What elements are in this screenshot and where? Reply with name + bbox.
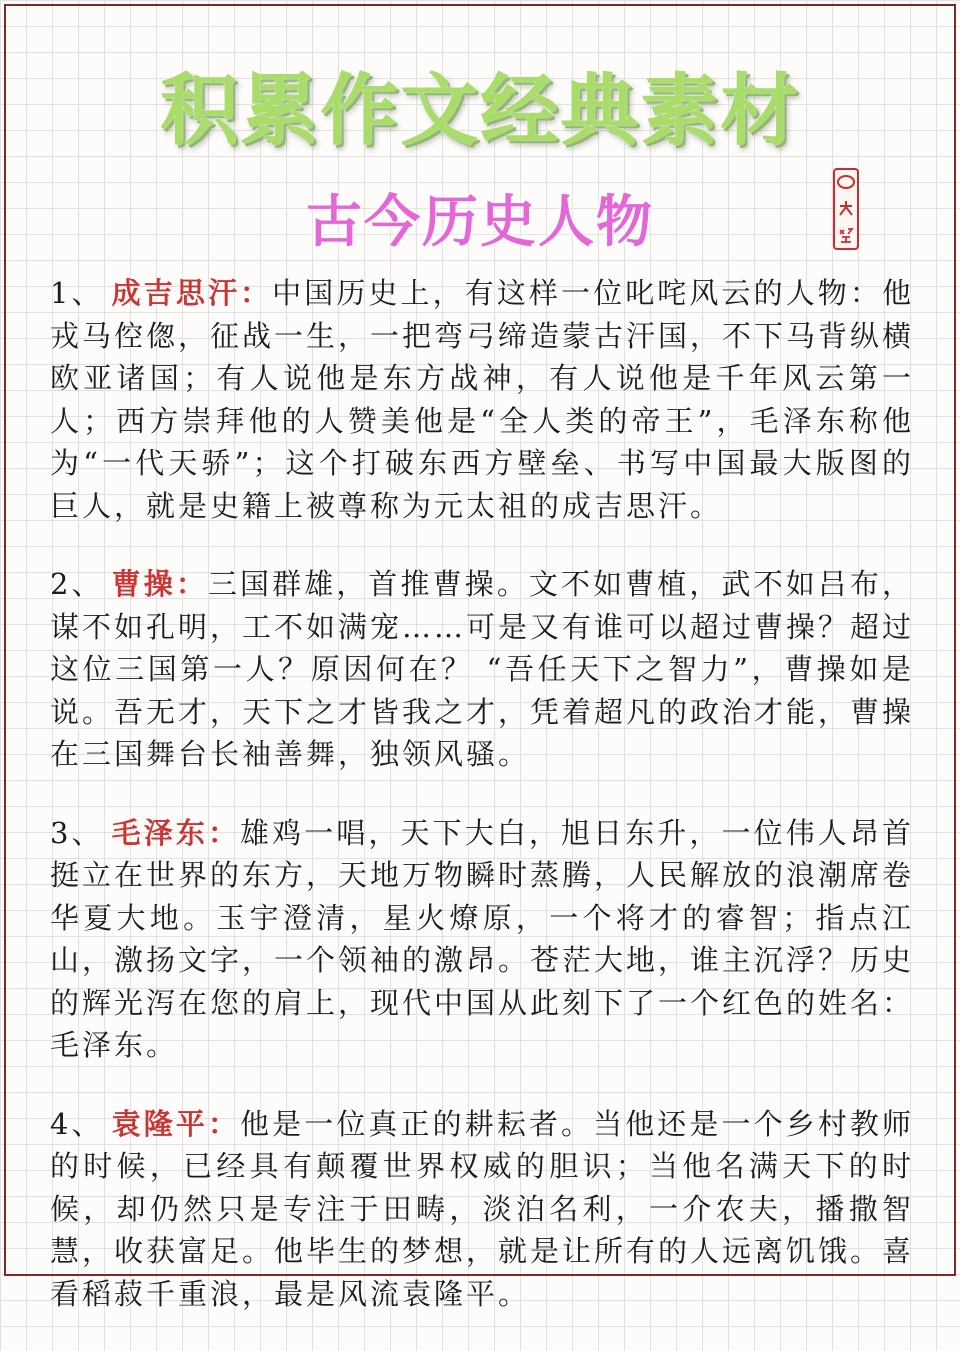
entry-number: 2、	[50, 567, 104, 601]
seal-glyph-sheng-icon	[838, 227, 854, 243]
entry-name: 成吉思汗：	[111, 276, 273, 310]
entry-text: 雄鸡一唱，天下大白，旭日东升，一位伟人昂首挺立在世界的东方，天地万物瞬时蒸腾，人民解放的浪潮席卷华夏大地。玉宇澄清，星火燎原，一个将才的睿智；指点江山，激扬文字，一个领袖的激昂。苍茫大地，谁主沉浮？历史的辉光泻在您的肩上，现代中国从此刻下了一个红色的姓名：毛泽东。	[50, 815, 915, 1062]
entry-number: 4、	[50, 1106, 104, 1141]
entry-name: 袁隆平：	[111, 1106, 241, 1141]
entry-name: 曹操：	[111, 567, 208, 601]
entry-name: 毛泽东：	[111, 815, 241, 850]
entry-4	[50, 1103, 914, 1316]
entries-list	[50, 272, 914, 1351]
seal-glyph-da-icon	[838, 200, 854, 216]
page-title: 积累作文经典素材	[159, 66, 800, 156]
red-seal-stamp-icon	[833, 168, 859, 250]
entry-3	[50, 812, 914, 1067]
entry-text: 他是一位真正的耕耘者。当他还是一个乡村教师的时候，已经具有颠覆世界权威的胆识；当他名满天下的时候，却仍然只是专注于田畴，淡泊名利，一介农夫，播撒智慧，收获富足。他毕生的梦想，就是让所有的人远离饥饿。喜看稻菽千重浪，最是风流袁隆平。	[50, 1106, 915, 1311]
entry-number: 1、	[50, 276, 104, 310]
entry-text: 三国群雄，首推曹操。文不如曹植，武不如吕布，谋不如孔明，工不如满宠……可是又有谁可以超过曹操？超过这位三国第一人？原因何在？ “吾任天下之智力”，曹操如是说。吾无才，天下之才皆我之才，凭着超凡的政治才能，曹操在三国舞台长袖善舞，独领风骚。	[50, 567, 915, 771]
entry-text: 中国历史上，有这样一位叱咤风云的人物：他戎马倥偬，征战一生，一把弯弓缔造蒙古汗国，不下马背纵横欧亚诸国；有人说他是东方战神，有人说他是千年风云第一人；西方崇拜他的人赞美他是“全人类的帝王”，毛泽东称他为“一代天骄”；这个打破东西方壁垒、书写中国最大版图的巨人，就是史籍上被尊称为元太祖的成吉思汗。	[50, 276, 915, 523]
entry-number: 3、	[50, 815, 104, 850]
entry-2	[50, 563, 914, 776]
page-subtitle: 古今历史人物	[306, 190, 654, 255]
seal-swirl-icon	[837, 175, 855, 189]
entry-1	[50, 272, 914, 527]
